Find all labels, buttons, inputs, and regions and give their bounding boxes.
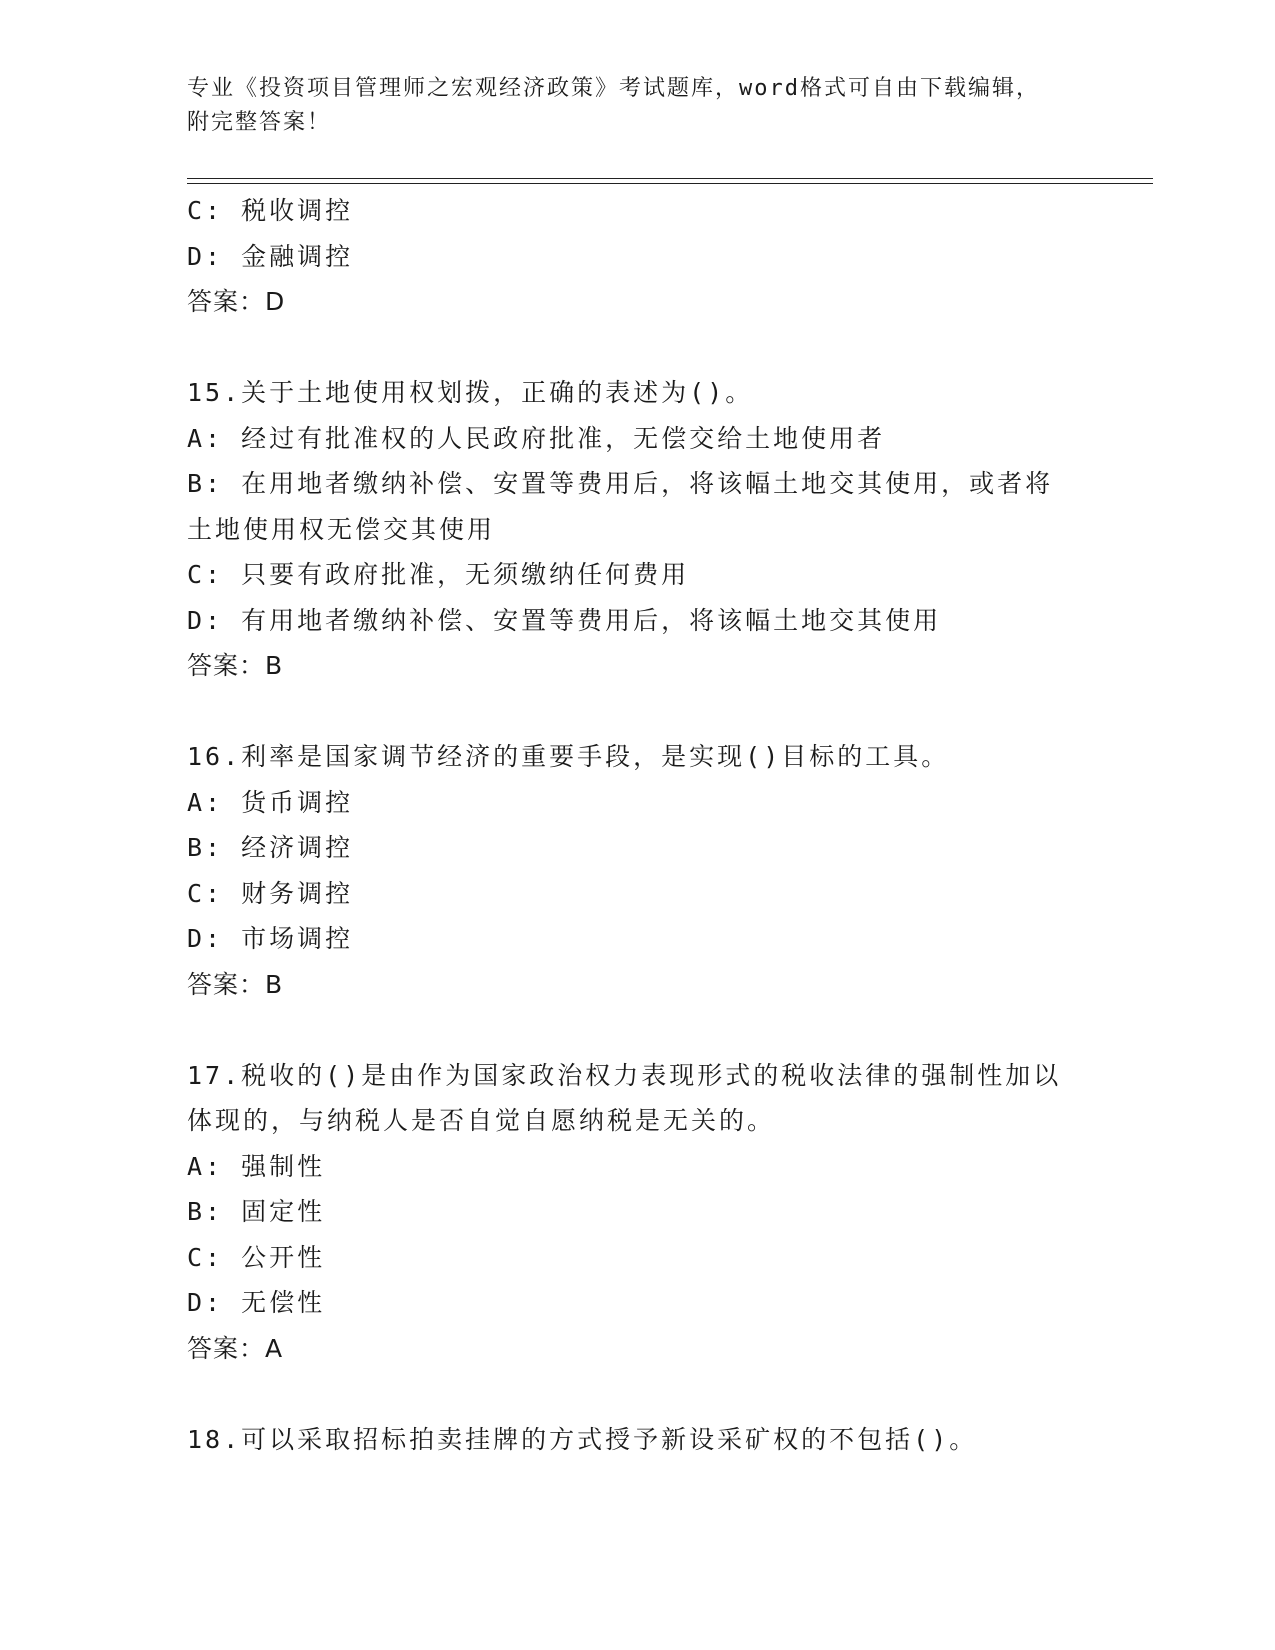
header-divider-bottom bbox=[187, 183, 1153, 184]
document-header bbox=[187, 72, 1087, 140]
header-line-2: 附完整答案！ bbox=[187, 110, 332, 135]
option-d: D: 有用地者缴纳补偿、安置等费用后，将该幅土地交其使用 bbox=[187, 605, 942, 635]
option-b-line-1: B: 在用地者缴纳补偿、安置等费用后，将该幅土地交其使用，或者将 bbox=[187, 469, 1054, 498]
question-17 bbox=[187, 1053, 1087, 1372]
question-stem: 15.关于土地使用权划拨，正确的表述为()。 bbox=[187, 378, 754, 407]
option-a: A: 货币调控 bbox=[187, 787, 354, 817]
answer-line: 答案：D bbox=[187, 287, 286, 316]
option-c: C: 只要有政府批准，无须缴纳任何费用 bbox=[187, 560, 690, 589]
question-stem: 18.可以采取招标拍卖挂牌的方式授予新设采矿权的不包括()。 bbox=[187, 1424, 978, 1454]
question-18 bbox=[187, 1417, 1087, 1463]
option-c: C: 公开性 bbox=[187, 1242, 326, 1272]
question-list bbox=[187, 188, 1087, 1462]
option-b: B: 固定性 bbox=[187, 1197, 326, 1226]
question-16 bbox=[187, 734, 1087, 1007]
answer-line: 答案：A bbox=[187, 1333, 284, 1363]
question-15 bbox=[187, 370, 1087, 689]
option-b-line-2: 土地使用权无偿交其使用 bbox=[187, 514, 496, 544]
option-c: C: 税收调控 bbox=[187, 196, 354, 225]
header-divider-top bbox=[187, 178, 1153, 179]
option-d: D: 无偿性 bbox=[187, 1288, 326, 1317]
spacer bbox=[187, 689, 1087, 735]
header-line-1: 专业《投资项目管理师之宏观经济政策》考试题库，word格式可自由下载编辑， bbox=[187, 76, 1040, 101]
question-14-carryover bbox=[187, 188, 1087, 325]
option-d: D: 金融调控 bbox=[187, 241, 354, 271]
option-d: D: 市场调控 bbox=[187, 924, 354, 953]
option-c: C: 财务调控 bbox=[187, 878, 354, 908]
spacer bbox=[187, 1371, 1087, 1417]
spacer bbox=[187, 325, 1087, 371]
option-a: A: 强制性 bbox=[187, 1151, 326, 1181]
answer-line: 答案：B bbox=[187, 651, 284, 680]
answer-line: 答案：B bbox=[187, 969, 284, 999]
spacer bbox=[187, 1007, 1087, 1053]
question-stem-line-1: 17.税收的()是由作为国家政治权力表现形式的税收法律的强制性加以 bbox=[187, 1060, 1062, 1090]
option-b: B: 经济调控 bbox=[187, 833, 354, 862]
question-stem-line-2: 体现的，与纳税人是否自觉自愿纳税是无关的。 bbox=[187, 1106, 776, 1135]
option-a: A: 经过有批准权的人民政府批准，无偿交给土地使用者 bbox=[187, 423, 886, 453]
question-stem: 16.利率是国家调节经济的重要手段，是实现()目标的工具。 bbox=[187, 742, 950, 771]
